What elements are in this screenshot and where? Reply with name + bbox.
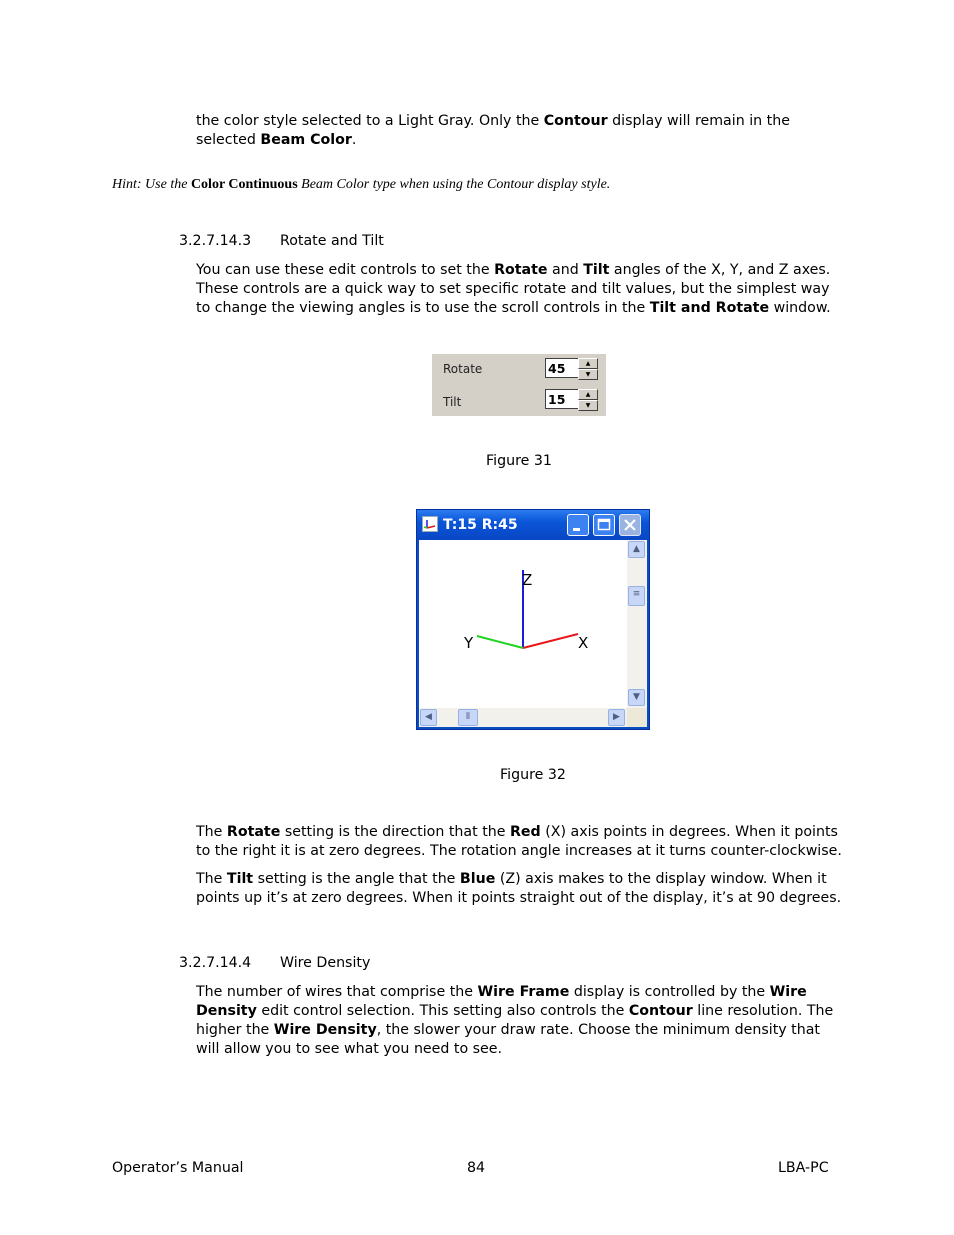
scroll-corner [627,708,647,727]
footer-left: Operator’s Manual [112,1160,244,1176]
bold-text: Beam Color [260,132,352,148]
y-axis-line [477,636,523,648]
text: The [196,824,227,840]
close-icon [620,515,640,535]
rotate-tilt-paragraph [196,261,846,318]
rotate-label: Rotate [443,362,483,376]
text: You can use these edit controls to set the [196,262,495,278]
text: and [547,262,584,278]
hint-note [112,177,610,193]
text: Beam Color type when using the Contour display style. [297,177,611,192]
figure-32-caption: Figure 32 [500,767,566,783]
page-number: 84 [467,1160,486,1176]
scroll-thumb-vertical[interactable]: ≡ [628,586,645,606]
rotate-spinner[interactable] [545,358,597,380]
minimize-button[interactable] [567,514,589,536]
bold-text: Rotate [226,824,281,840]
text: edit control selection. This setting also controls the [256,1003,629,1019]
app-icon [422,516,438,532]
window-titlebar[interactable] [417,510,649,540]
bold-text: Wire Density [196,984,807,1019]
scroll-right-icon[interactable]: ▶ [608,709,625,726]
tilt-spin-buttons [578,389,598,411]
rotate-tilt-panel [432,354,606,416]
y-axis-label: Y [464,634,474,652]
tilt-input[interactable]: 15 [545,389,578,409]
text: The [196,871,227,887]
bold-text: Red [509,824,541,840]
text: the color style selected to a Light Gray. Only the [196,113,544,129]
bold-text: Rotate [494,262,548,278]
spin-up-icon[interactable]: ▲ [578,358,598,369]
bold-text: Contour [543,113,608,129]
text: The number of wires that comprise the [196,984,478,1000]
section-title: Rotate and Tilt [280,233,384,249]
bold-text: Color Continuous [190,177,298,192]
figure-31-caption: Figure 31 [486,453,552,469]
section-number: 3.2.7.14.4 [179,955,252,971]
spin-down-icon[interactable]: ▼ [578,369,598,380]
horizontal-scrollbar[interactable] [419,708,627,727]
rotate-description [196,823,846,861]
scroll-thumb-horizontal[interactable]: ⦀ [458,709,478,726]
bold-text: Contour [628,1003,693,1019]
window-title: T:15 R:45 [443,517,518,533]
scroll-left-icon[interactable]: ◀ [420,709,437,726]
text: . [351,132,357,148]
bold-text: Tilt [226,871,254,887]
spin-up-icon[interactable]: ▲ [578,389,598,400]
rotate-input[interactable]: 45 [545,358,578,378]
maximize-button[interactable] [593,514,615,536]
text: line resolution. The higher the [196,1003,834,1038]
x-axis-line [523,634,578,648]
bold-text: Blue [459,871,496,887]
bold-text: Tilt [583,262,610,278]
text: setting is the direction that the [280,824,510,840]
bold-text: Wire Frame [477,984,570,1000]
minimize-icon [568,515,588,535]
tilt-label: Tilt [443,395,462,409]
scroll-down-icon[interactable]: ▼ [628,689,645,706]
text: angles of the X, Y, and Z axes. These controls are a quick way to set specific rotate and tilt values, but the simplest way to change the viewing angles is to use the scroll controls in the [196,262,831,316]
vertical-scrollbar[interactable] [627,540,647,708]
text: window. [769,300,831,316]
wire-density-paragraph [196,983,846,1059]
text: (X) axis points in degrees. When it points to the right it is at zero degrees. The rotation angle increases at it turns counter-clockwise. [196,824,842,859]
text: display is controlled by the [569,984,770,1000]
bold-text: Wire Density [273,1022,377,1038]
x-axis-label: X [578,634,589,652]
text: (Z) axis makes to the display window. When it points up it’s at zero degrees. When it points straight out of the display, it’s at 90 degrees. [196,871,842,906]
scroll-up-icon[interactable]: ▲ [628,541,645,558]
close-button[interactable] [619,514,641,536]
text: display will remain in the selected [196,113,790,148]
intro-paragraph [196,112,846,150]
spin-down-icon[interactable]: ▼ [578,400,598,411]
text: Hint: Use the [112,177,191,192]
bold-text: Tilt and Rotate [649,300,770,316]
rotate-spin-buttons [578,358,598,380]
section-number: 3.2.7.14.3 [179,233,252,249]
footer-right: LBA-PC [778,1160,829,1176]
axes-view [419,540,647,727]
tilt-spinner[interactable] [545,389,597,411]
tilt-rotate-window [416,509,650,730]
maximize-icon [594,515,614,535]
tilt-description [196,870,846,908]
text: , the slower your draw rate. Choose the minimum density that will allow you to see what you need to see. [196,1022,820,1057]
z-axis-label: Z [522,571,533,589]
section-title: Wire Density [280,955,371,971]
axes-drawing [419,540,627,708]
text: setting is the angle that the [253,871,460,887]
